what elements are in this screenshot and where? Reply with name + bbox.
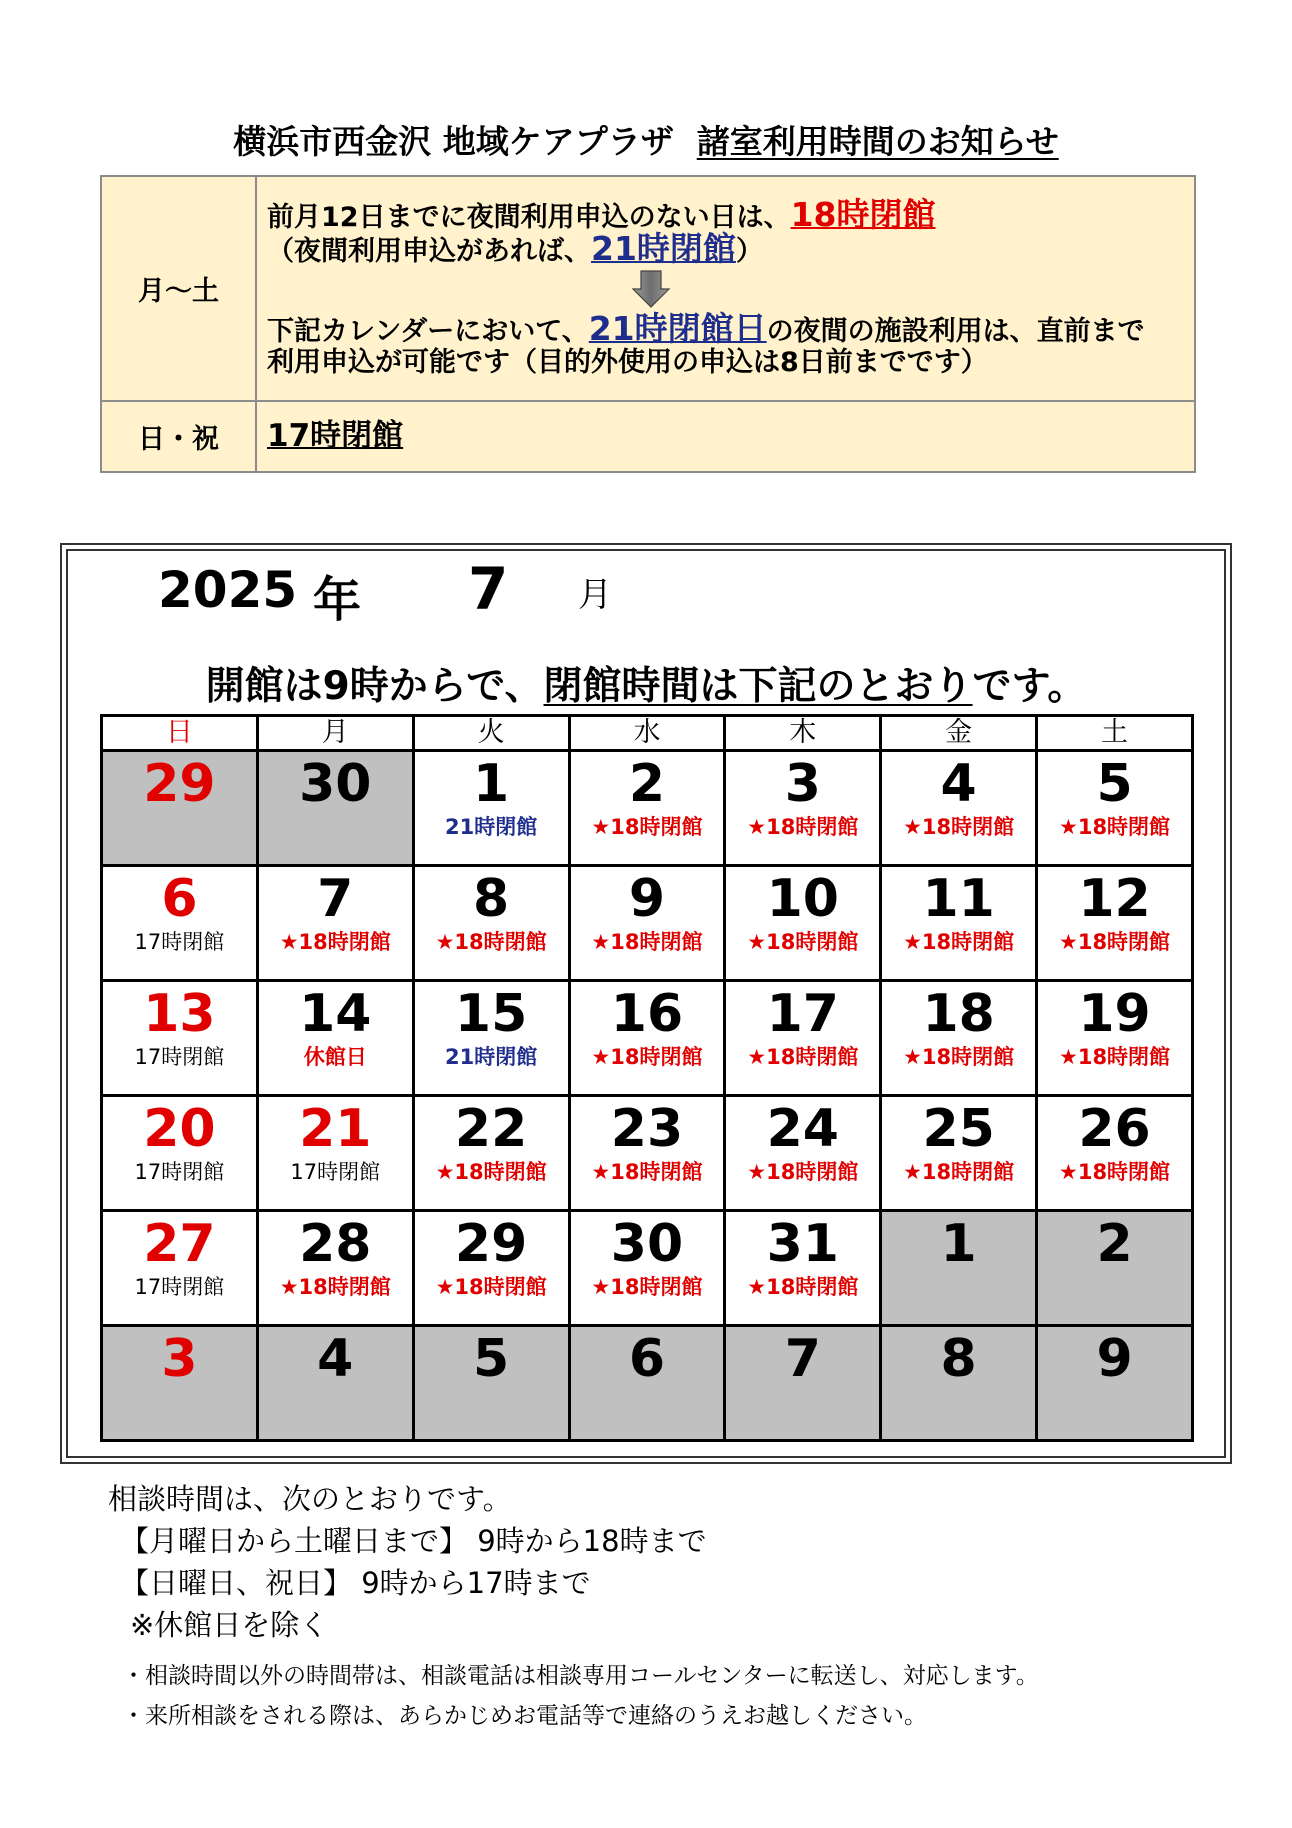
line3-suffix: の夜間の施設利用は、直前まで bbox=[766, 316, 1145, 347]
closing-status: ★18時閉館 bbox=[591, 1275, 703, 1299]
calendar-day-cell bbox=[257, 1211, 413, 1326]
closing-18-highlight: 18時閉館 bbox=[790, 195, 936, 234]
closing-status: ★18時閉館 bbox=[435, 1160, 547, 1184]
calendar-day-cell bbox=[102, 751, 258, 866]
closing-status: ★18時閉館 bbox=[279, 1275, 391, 1299]
calendar-day-cell bbox=[725, 751, 881, 866]
day-number: 29 bbox=[454, 1214, 528, 1274]
calendar-day-cell bbox=[569, 1326, 725, 1441]
day-number: 29 bbox=[143, 754, 216, 814]
calendar-day-cell bbox=[257, 1326, 413, 1441]
weekday-consult-hours: 【月曜日から土曜日まで】 9時から18時まで bbox=[120, 1524, 707, 1558]
calendar-day-cell bbox=[1037, 981, 1193, 1096]
day-number: 13 bbox=[143, 984, 216, 1044]
weekday-header: 火 bbox=[413, 716, 569, 751]
calendar-day-cell bbox=[413, 1096, 569, 1211]
day-number: 2 bbox=[628, 754, 666, 814]
day-number: 8 bbox=[940, 1329, 977, 1389]
day-number: 8 bbox=[473, 869, 510, 929]
month-unit: 月 bbox=[578, 575, 612, 615]
calendar-day-cell bbox=[569, 1096, 725, 1211]
day-number: 9 bbox=[1096, 1329, 1133, 1389]
calendar-day-cell bbox=[881, 1326, 1037, 1441]
day-number: 16 bbox=[610, 984, 684, 1044]
weekday-header: 日 bbox=[102, 716, 258, 751]
line2-prefix: （夜間利用申込があれば、 bbox=[267, 236, 591, 267]
calendar-day-cell bbox=[881, 981, 1037, 1096]
year-value: 2025 bbox=[158, 561, 298, 619]
closing-status: ★18時閉館 bbox=[435, 930, 547, 954]
weekday-label: 月～土 bbox=[101, 176, 256, 401]
calendar-day-cell bbox=[102, 1211, 258, 1326]
calendar-day-cell bbox=[725, 1326, 881, 1441]
calendar-day-cell bbox=[569, 1211, 725, 1326]
day-number: 5 bbox=[1096, 754, 1133, 814]
calendar-day-cell bbox=[102, 981, 258, 1096]
calendar-day-cell bbox=[413, 751, 569, 866]
day-number: 3 bbox=[161, 1329, 198, 1389]
holiday-hours-text: 17時閉館 bbox=[267, 417, 404, 454]
closing-21-highlight: 21時閉館 bbox=[591, 229, 736, 268]
calendar-day-cell bbox=[569, 751, 725, 866]
calendar-day-cell bbox=[881, 751, 1037, 866]
closing-status: ★18時閉館 bbox=[591, 930, 703, 954]
closing-status: ★18時閉館 bbox=[591, 1160, 703, 1184]
calendar-day-cell bbox=[1037, 1326, 1193, 1441]
closing-status: ★18時閉館 bbox=[1059, 1160, 1171, 1184]
day-number: 30 bbox=[299, 754, 372, 814]
day-number: 24 bbox=[766, 1099, 839, 1159]
calendar-day-cell bbox=[881, 1211, 1037, 1326]
calendar-day-cell bbox=[725, 1096, 881, 1211]
calendar-day-cell bbox=[413, 1211, 569, 1326]
calendar-day-cell bbox=[257, 751, 413, 866]
day-number: 25 bbox=[922, 1099, 995, 1159]
calendar-day-cell bbox=[1037, 866, 1193, 981]
calendar-day-cell bbox=[1037, 751, 1193, 866]
closing-status: 17時閉館 bbox=[134, 1160, 225, 1184]
closing-status: 17時閉館 bbox=[134, 1045, 225, 1069]
weekday-hours-text bbox=[256, 176, 1195, 401]
calendar-day-cell bbox=[102, 1326, 258, 1441]
hours-table bbox=[100, 175, 1196, 473]
calendar-week-row bbox=[102, 1326, 1193, 1441]
closing-status: ★18時閉館 bbox=[279, 930, 391, 954]
calendar-day-cell bbox=[725, 866, 881, 981]
note-call-center: ・相談時間以外の時間帯は、相談電話は相談専用コールセンターに転送し、対応します。 bbox=[122, 1663, 1039, 1689]
opening-notice bbox=[0, 655, 1292, 711]
closing-status: 21時閉館 bbox=[444, 1045, 538, 1069]
day-number: 4 bbox=[317, 1329, 354, 1389]
calendar-day-cell bbox=[413, 866, 569, 981]
calendar-day-cell bbox=[257, 866, 413, 981]
closing-status: 17時閉館 bbox=[134, 1275, 225, 1299]
weekday-header: 月 bbox=[257, 716, 413, 751]
calendar-day-cell bbox=[725, 1211, 881, 1326]
weekday-header: 土 bbox=[1037, 716, 1193, 751]
day-number: 30 bbox=[610, 1214, 684, 1274]
calendar-week-row bbox=[102, 1211, 1193, 1326]
holiday-hours-cell bbox=[256, 401, 1195, 472]
calendar-day-cell bbox=[569, 981, 725, 1096]
calendar-day-cell bbox=[257, 981, 413, 1096]
day-number: 28 bbox=[299, 1214, 372, 1274]
notice-suffix: です。 bbox=[972, 664, 1087, 709]
weekday-header-row bbox=[102, 716, 1193, 751]
day-number: 9 bbox=[628, 869, 666, 929]
calendar-day-cell bbox=[257, 1096, 413, 1211]
line2-suffix: ） bbox=[735, 236, 763, 267]
day-number: 27 bbox=[143, 1214, 216, 1274]
notice-prefix: 開館は9時からで、 bbox=[205, 664, 544, 709]
day-number: 10 bbox=[766, 869, 839, 929]
closing-status: ★18時閉館 bbox=[1059, 1045, 1171, 1069]
calendar-day-cell bbox=[1037, 1211, 1193, 1326]
closing-status: ★18時閉館 bbox=[747, 1160, 859, 1184]
calendar-grid bbox=[100, 714, 1194, 1442]
closing-status: ★18時閉館 bbox=[747, 1045, 859, 1069]
calendar-week-row bbox=[102, 1096, 1193, 1211]
closing-status: ★18時閉館 bbox=[903, 1160, 1015, 1184]
title-main: 横浜市西金沢 地域ケアプラザ bbox=[233, 122, 674, 161]
day-number: 19 bbox=[1078, 984, 1151, 1044]
day-number: 1 bbox=[473, 754, 510, 814]
calendar-day-cell bbox=[881, 1096, 1037, 1211]
weekday-header: 木 bbox=[725, 716, 881, 751]
page-title bbox=[0, 116, 1292, 163]
calendar-week-row bbox=[102, 981, 1193, 1096]
calendar-day-cell bbox=[413, 1326, 569, 1441]
day-number: 15 bbox=[454, 984, 528, 1044]
closing-status: 17時閉館 bbox=[134, 930, 225, 954]
calendar-day-cell bbox=[1037, 1096, 1193, 1211]
holiday-consult-hours: 【日曜日、祝日】 9時から17時まで bbox=[120, 1566, 591, 1600]
line1-prefix: 前月12日までに夜間利用申込のない日は、 bbox=[267, 202, 791, 233]
closing-status: ★18時閉館 bbox=[747, 930, 859, 954]
line4: 利用申込が可能です（目的外使用の申込は8日前までです） bbox=[267, 347, 988, 378]
title-underlined: 諸室利用時間のお知らせ bbox=[696, 122, 1059, 161]
calendar-week-row bbox=[102, 751, 1193, 866]
day-number: 18 bbox=[922, 984, 995, 1044]
closing-21-day-highlight: 21時閉館日 bbox=[588, 309, 767, 348]
closing-status: ★18時閉館 bbox=[747, 815, 859, 839]
consultation-info bbox=[108, 1478, 1039, 1736]
day-number: 2 bbox=[1096, 1214, 1133, 1274]
day-number: 4 bbox=[940, 754, 977, 814]
day-number: 7 bbox=[317, 869, 354, 929]
calendar-week-row bbox=[102, 866, 1193, 981]
day-number: 1 bbox=[940, 1214, 977, 1274]
day-number: 11 bbox=[922, 869, 995, 929]
year-unit: 年 bbox=[313, 572, 362, 628]
consult-title: 相談時間は、次のとおりです。 bbox=[108, 1482, 512, 1516]
day-number: 22 bbox=[454, 1099, 528, 1159]
calendar-day-cell bbox=[413, 981, 569, 1096]
day-number: 6 bbox=[161, 869, 198, 929]
day-number: 14 bbox=[299, 984, 372, 1044]
holiday-label: 日・祝 bbox=[101, 401, 256, 472]
down-arrow-icon bbox=[267, 267, 1194, 313]
day-number: 5 bbox=[473, 1329, 510, 1389]
closing-status: ★18時閉館 bbox=[903, 1045, 1015, 1069]
closing-status: ★18時閉館 bbox=[1059, 815, 1171, 839]
day-number: 21 bbox=[299, 1099, 372, 1159]
weekday-header: 水 bbox=[569, 716, 725, 751]
closing-status: 17時閉館 bbox=[290, 1160, 381, 1184]
day-number: 26 bbox=[1078, 1099, 1151, 1159]
day-number: 3 bbox=[784, 754, 821, 814]
calendar-day-cell bbox=[881, 866, 1037, 981]
day-number: 12 bbox=[1078, 869, 1151, 929]
note-visit: ・来所相談をされる際は、あらかじめお電話等で連絡のうえお越しください。 bbox=[122, 1703, 927, 1729]
closing-status: ★18時閉館 bbox=[747, 1275, 859, 1299]
day-number: 6 bbox=[628, 1329, 666, 1389]
calendar-day-cell bbox=[569, 866, 725, 981]
day-number: 31 bbox=[766, 1214, 839, 1274]
calendar-day-cell bbox=[102, 1096, 258, 1211]
closing-status: ★18時閉館 bbox=[591, 1045, 703, 1069]
calendar-day-cell bbox=[102, 866, 258, 981]
closing-status: ★18時閉館 bbox=[435, 1275, 547, 1299]
line3-prefix: 下記カレンダーにおいて、 bbox=[267, 316, 589, 347]
calendar-day-cell bbox=[725, 981, 881, 1096]
day-number: 23 bbox=[610, 1099, 684, 1159]
day-number: 17 bbox=[766, 984, 839, 1044]
closing-status: ★18時閉館 bbox=[591, 815, 703, 839]
closing-status: ★18時閉館 bbox=[903, 815, 1015, 839]
exclusion-note: ※休館日を除く bbox=[130, 1608, 329, 1642]
day-number: 7 bbox=[784, 1329, 821, 1389]
weekday-header: 金 bbox=[881, 716, 1037, 751]
closing-status: 休館日 bbox=[303, 1045, 367, 1069]
year-month-header bbox=[0, 555, 1292, 628]
closing-status: ★18時閉館 bbox=[903, 930, 1015, 954]
month-value: 7 bbox=[468, 555, 509, 623]
notice-underlined: 閉館時間は下記のとおり bbox=[543, 664, 973, 709]
closing-status: ★18時閉館 bbox=[1059, 930, 1171, 954]
closing-status: 21時閉館 bbox=[444, 815, 538, 839]
day-number: 20 bbox=[143, 1099, 216, 1159]
